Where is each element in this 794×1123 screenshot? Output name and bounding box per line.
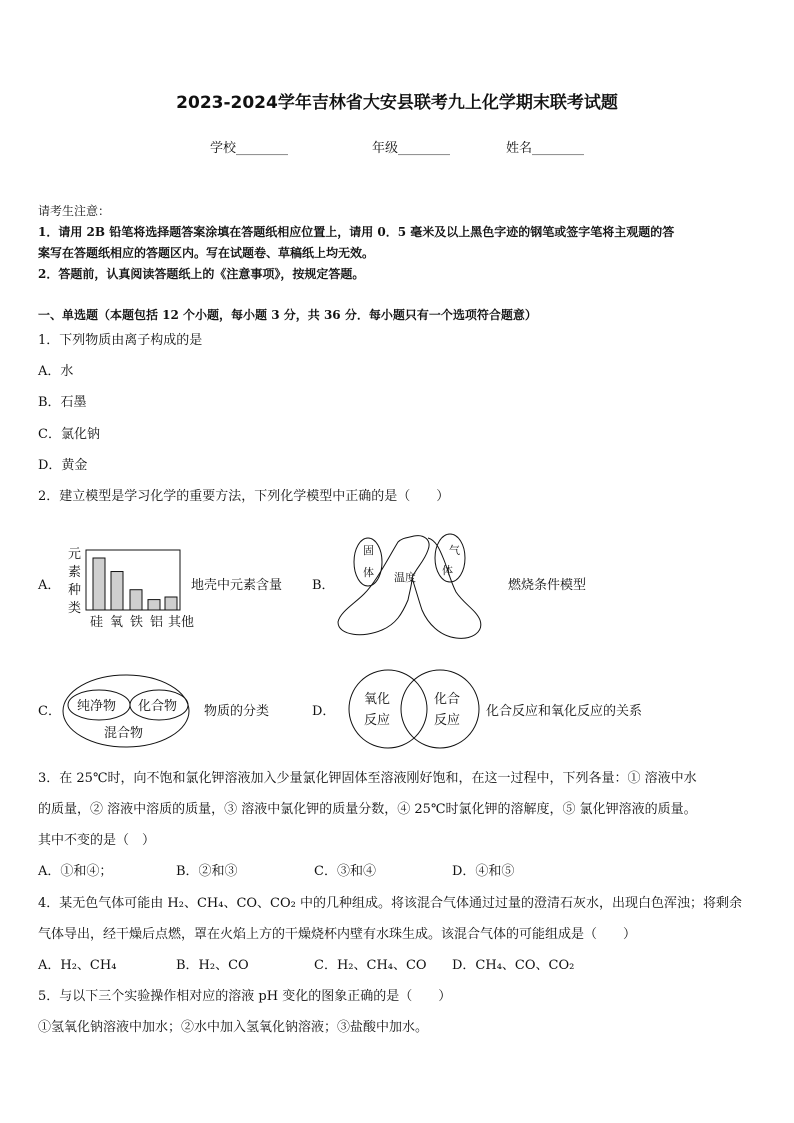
q2-d-left-label-1: 反应 bbox=[364, 713, 391, 728]
q2-a-bar-2 bbox=[130, 590, 142, 610]
notice-item-1a: 1．请用 2B 铅笔将选择题答案涂填在答题纸相应位置上，请用 0．5 毫米及以上黑色字迹的钢笔或签字笔将主观题的答 bbox=[38, 225, 675, 239]
q2-b-left-label-1: 体 bbox=[363, 566, 374, 579]
q2-a-xlabel-1: 氧 bbox=[110, 615, 124, 630]
q2-b-center-label: 温度 bbox=[394, 571, 416, 584]
grade-field: 年级________ bbox=[372, 141, 451, 156]
q2-c-inner-label-1: 纯净物 bbox=[77, 699, 117, 714]
q2-stem: 2．建立模型是学习化学的重要方法，下列化学模型中正确的是（ ） bbox=[38, 489, 450, 504]
q2-a-xlabel-3: 铝 bbox=[150, 615, 164, 630]
q2-option-b-caption: 燃烧条件模型 bbox=[508, 578, 587, 593]
q1-option-b: B．石墨 bbox=[38, 395, 87, 410]
q3-option-d: D．④和⑤ bbox=[452, 864, 515, 879]
q2-b-left-shape bbox=[338, 536, 429, 635]
q5-operations: ①氢氧化钠溶液中加水；②水中加入氢氧化钠溶液；③盐酸中加水。 bbox=[38, 1020, 429, 1035]
q2-b-left-label-0: 固 bbox=[363, 544, 374, 557]
q3-stem-line-1: 3．在 25℃时，向不饱和氯化钾溶液加入少量氯化钾固体至溶液刚好饱和，在这一过程中，下列各量：① 溶液中水 bbox=[38, 771, 697, 786]
q4-option-c: C．H₂、CH₄、CO bbox=[314, 958, 427, 973]
q2-c-classification bbox=[62, 674, 192, 748]
q4-option-b: B．H₂、CO bbox=[176, 958, 249, 973]
school-field: 学校________ bbox=[210, 141, 289, 156]
q2-option-a-caption: 地壳中元素含量 bbox=[191, 578, 283, 593]
q2-a-ylabel-3: 类 bbox=[68, 601, 82, 616]
q2-c-outer-label: 混合物 bbox=[104, 726, 144, 741]
q1-option-a: A．水 bbox=[38, 364, 74, 379]
q2-a-bar-0 bbox=[93, 558, 105, 610]
q2-a-bar-4 bbox=[165, 597, 177, 610]
q3-option-a: A．①和④； bbox=[38, 864, 113, 879]
name-field: 姓名________ bbox=[506, 141, 585, 156]
notice-item-1b: 案写在答题纸相应的答题区内。写在试题卷、草稿纸上均无效。 bbox=[38, 246, 375, 260]
q2-a-xlabel-0: 硅 bbox=[90, 615, 104, 630]
q2-a-ylabel-2: 种 bbox=[68, 583, 82, 598]
q2-option-d-label: D． bbox=[312, 704, 336, 719]
q4-option-a: A．H₂、CH₄ bbox=[38, 958, 117, 973]
q2-d-left-label-0: 氧化 bbox=[364, 692, 391, 707]
q2-a-bar-3 bbox=[148, 600, 160, 610]
q2-b-right-shape bbox=[412, 538, 481, 638]
q1-stem: 1．下列物质由离子构成的是 bbox=[38, 333, 203, 348]
q2-a-xlabel-4: 其他 bbox=[168, 615, 195, 630]
q3-stem-line-2: 的质量，② 溶液中溶质的质量，③ 溶液中氯化钾的质量分数，④ 25℃时氯化钾的溶解度，⑤ 氯化钾溶液的质量。 bbox=[38, 802, 697, 817]
q2-a-xlabel-2: 铁 bbox=[130, 615, 144, 630]
q2-d-left-circle bbox=[349, 670, 427, 748]
q2-b-combustion-model bbox=[336, 532, 486, 644]
q2-d-right-label-1: 反应 bbox=[434, 713, 461, 728]
q1-option-d: D．黄金 bbox=[38, 458, 88, 473]
q2-a-bar-1 bbox=[111, 572, 123, 610]
q2-c-inner-label-2: 化合物 bbox=[138, 699, 178, 714]
q2-option-c-caption: 物质的分类 bbox=[204, 704, 270, 719]
q2-d-venn-diagram bbox=[346, 668, 482, 750]
section-heading: 一、单选题（本题包括 12 个小题，每小题 3 分，共 36 分．每小题只有一个选项符合题意） bbox=[38, 308, 537, 322]
q3-stem-line-3: 其中不变的是（ ） bbox=[38, 833, 156, 848]
q2-b-right-label-1: 体 bbox=[442, 564, 453, 577]
q2-option-d-caption: 化合反应和氧化反应的关系 bbox=[486, 704, 643, 719]
q2-a-ylabel-1: 素 bbox=[68, 565, 82, 580]
q2-option-c-label: C． bbox=[38, 704, 61, 719]
q3-option-c: C．③和④ bbox=[314, 864, 376, 879]
notice-heading: 请考生注意： bbox=[38, 204, 111, 218]
q1-option-c: C．氯化钠 bbox=[38, 427, 100, 442]
q2-d-right-circle bbox=[401, 670, 479, 748]
q4-stem-line-2: 气体导出，经干燥后点燃，罩在火焰上方的干燥烧杯内壁有水珠生成。该混合气体的可能组成是（ ） bbox=[38, 927, 637, 942]
q4-stem-line-1: 4．某无色气体可能由 H₂、CH₄、CO、CO₂ 中的几种组成。将该混合气体通过过量的澄清石灰水，出现白色浑浊；将剩余 bbox=[38, 896, 743, 911]
q2-b-right-label-0: 气 bbox=[449, 544, 460, 557]
q2-a-bar-chart bbox=[64, 544, 195, 632]
q5-stem: 5．与以下三个实验操作相对应的溶液 pH 变化的图象正确的是（ ） bbox=[38, 989, 452, 1004]
q4-option-d: D．CH₄、CO、CO₂ bbox=[452, 958, 575, 973]
notice-item-2: 2．答题前，认真阅读答题纸上的《注意事项》，按规定答题。 bbox=[38, 267, 365, 281]
q2-d-right-label-0: 化合 bbox=[434, 692, 461, 707]
q2-option-a-label: A． bbox=[38, 578, 61, 593]
q2-option-b-label: B． bbox=[312, 578, 335, 593]
q3-option-b: B．②和③ bbox=[176, 864, 238, 879]
page-title: 2023-2024学年吉林省大安县联考九上化学期末联考试题 bbox=[176, 93, 618, 113]
q2-a-ylabel-0: 元 bbox=[68, 547, 82, 562]
